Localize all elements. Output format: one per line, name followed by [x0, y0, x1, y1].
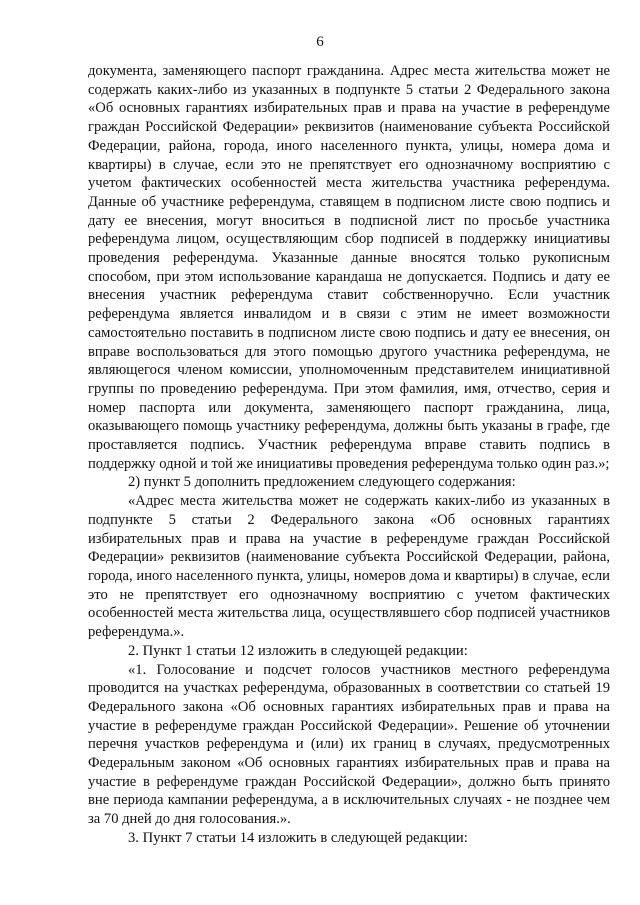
- paragraph-continuation: документа, заменяющего паспорт гражданина. Адрес места жительства может не содержать каких-либо из указанных в подпункте 5 статьи 2 Федерального закона «Об основных гарантиях избирательных прав и права на участие в референдуме граждан Российской Федерации» реквизитов (наименование субъекта Российской Федерации, района, города, иного населенного пункта, улицы, номера дома и квартиры) в случае, если это не препятствует его однозначному восприятию с учетом фактических особенностей места жительства участника референдума. Данные об участнике референдума, ставящем в подписном листе свою подпись и дату ее внесения, могут вноситься в подписной лист по просьбе участника референдума лицом, осуществляющим сбор подписей в поддержку инициативы проведения референдума. Указанные данные вносятся только рукописным способом, при этом использование карандаша не допускается. Подпись и дату ее внесения участник референдума ставит собственноручно. Если участник референдума является инвалидом и в связи с этим не имеет возможности самостоятельно поставить в подписном листе свою подпись и дату ее внесения, он вправе воспользоваться для этого помощью другого участника референдума, не являющегося членом комиссии, уполномоченным представителем инициативной группы по проведению референдума. При этом фамилия, имя, отчество, серия и номер паспорта или документа, заменяющего паспорт гражданина, лица, оказывающего помощь участнику референдума, должны быть указаны в графе, где проставляется подпись. Участник референдума вправе ставить подпись в поддержку одной и той же инициативы проведения референдума только один раз.»;: [88, 63, 610, 472]
- paragraph-item-2: 2) пункт 5 дополнить предложением следующего содержания:: [128, 474, 516, 491]
- page-number: 6: [316, 34, 324, 50]
- paragraph-quote-address: «Адрес места жительства может не содержать каких-либо из указанных в подпункте 5 статьи 2 Федерального закона «Об основных гарантиях избирательных прав и права на участие в референдуме граждан Российской Федерации» реквизитов (наименование субъекта Российской Федерации, района, города, иного населенного пункта, улицы, номеров дома и квартиры) в случае, если это не препятствует его однозначному восприятию с учетом фактических особенностей места жительства лица, осуществлявшего сбор подписей участников референдума.».: [88, 493, 610, 641]
- paragraph-article-14: 3. Пункт 7 статьи 14 изложить в следующей редакции:: [128, 829, 468, 846]
- paragraph-article-12: 2. Пункт 1 статьи 12 изложить в следующей редакции:: [128, 642, 468, 659]
- paragraph-quote-voting: «1. Голосование и подсчет голосов участников местного референдума проводится на участках референдума, образованных в соответствии со статьей 19 Федерального закона «Об основных гарантиях избирательных прав и права на участие в референдуме граждан Российской Федерации». Решение об уточнении перечня участков референдума и (или) их границ в случаях, предусмотренных Федеральным законом «Об основных гарантиях избирательных прав и права на участие в референдуме граждан Российской Федерации», должно быть принято вне периода кампании референдума, а в исключительных случаях - не позднее чем за 70 дней до дня голосования.».: [88, 661, 610, 828]
- document-body: [88, 62, 610, 848]
